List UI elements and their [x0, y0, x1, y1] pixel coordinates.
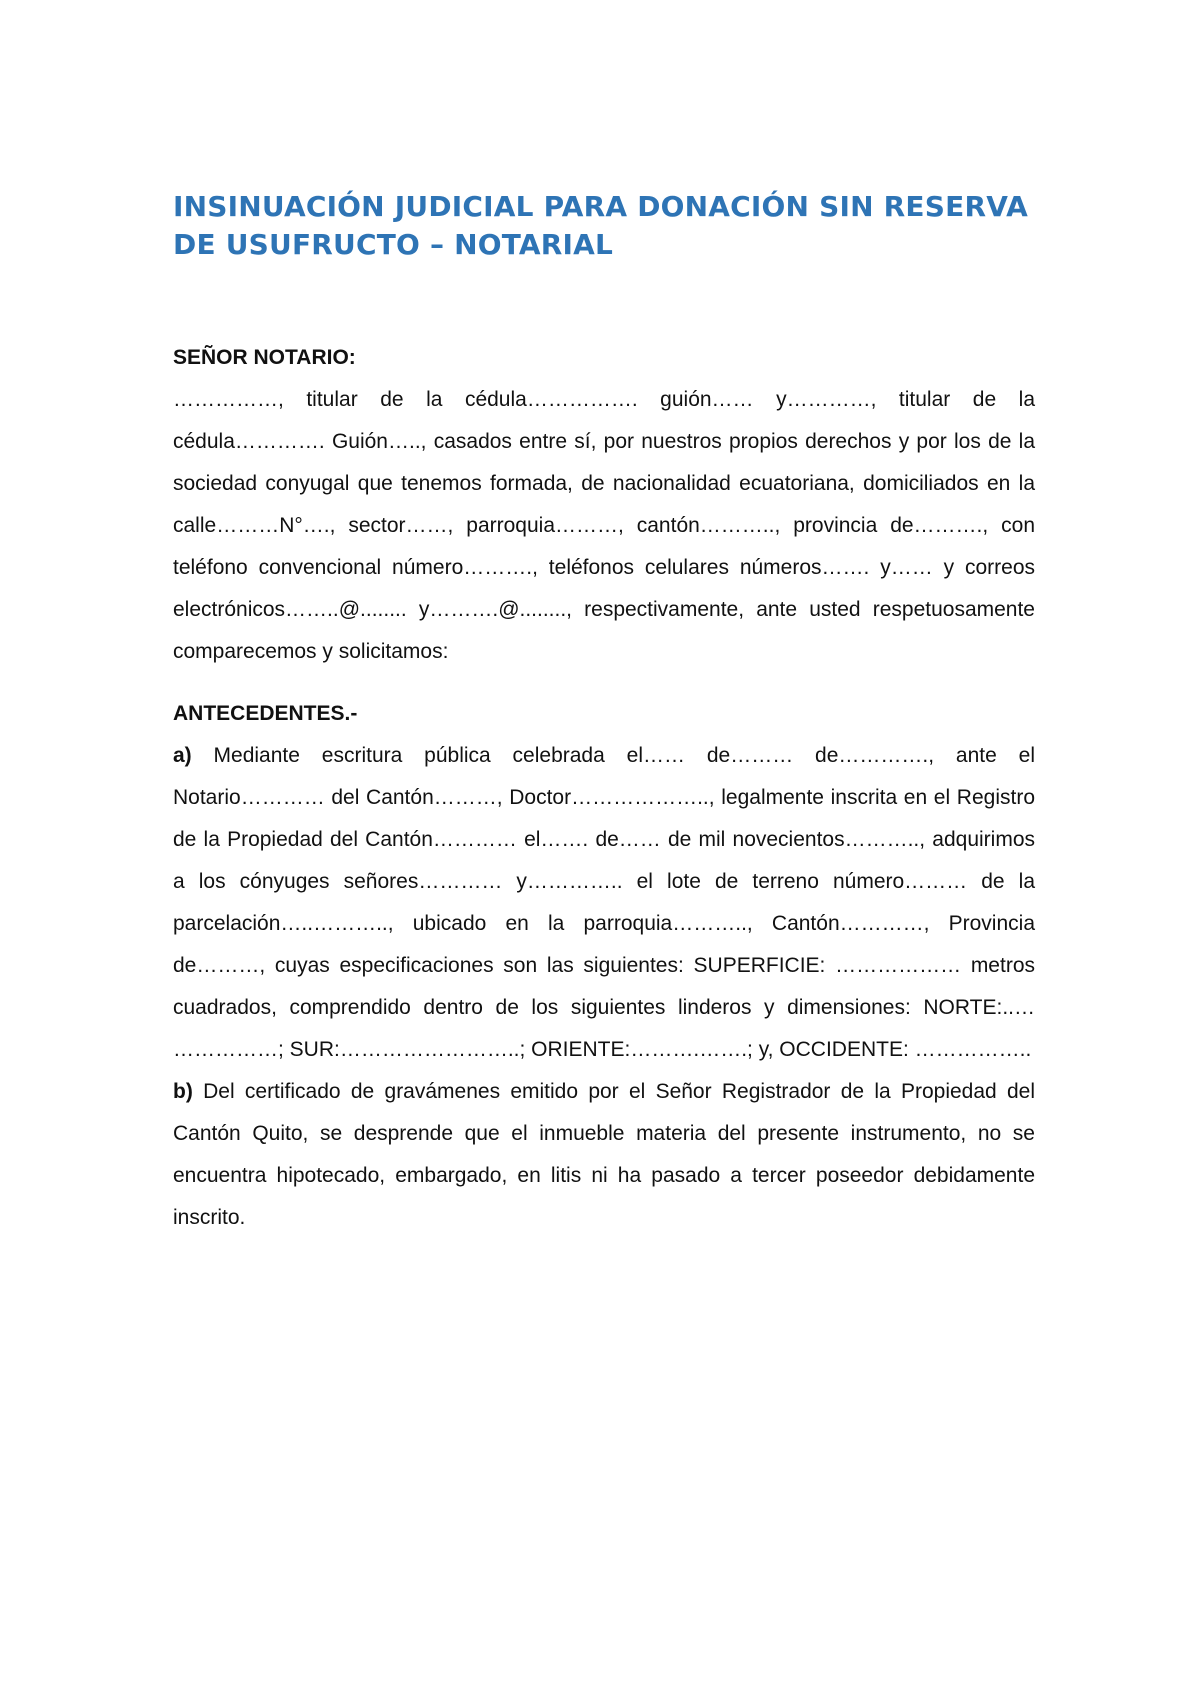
paragraph-a [173, 735, 1035, 1071]
paragraph-b-label: b) [173, 1080, 193, 1103]
greeting-heading: SEÑOR NOTARIO: [173, 346, 356, 369]
intro-paragraph: ……………, titular de la cédula……………. guión…… y…………, titular de la cédula…………. Guión….., casados entre sí, por nuestros propios derechos y por los de la sociedad conyugal que tenemos formada, de nacionalidad ecuatoriana, domiciliados en la calle………N°…., sector……, parroquia………, cantón……….., provincia de………., con teléfono convencional número………., teléfonos celulares números……. y…… y correos electrónicos……..@........ y……….@........, respectivamente, ante usted respetuosamente comparecemos y solicitamos: [173, 388, 1035, 663]
paragraph-a-label: a) [173, 744, 192, 767]
document-body [173, 188, 1035, 1239]
document-title: INSINUACIÓN JUDICIAL PARA DONACIÓN SIN RESERVA DE USUFRUCTO – NOTARIAL [173, 190, 1029, 261]
paragraph-a-text: Mediante escritura pública celebrada el…… de……… de…………., ante el Notario………… del Cantón………, Doctor……………….., legalmente inscrita en el Registro de la Propiedad del Cantón………… el……. de…… de mil novecientos……….., adquirimos a los cónyuges señores………… y………….. el lote de terreno número……… de la parcelación…..……….., ubicado en la parroquia……….., Cantón…………, Provincia de………, cuyas especificaciones son las siguientes: SUPERFICIE: ……………… metros cuadrados, comprendido dentro de los siguientes linderos y dimensiones: NORTE:..… ……………; SUR:……………………..; ORIENTE:……….…….; y, OCCIDENTE: …………….. [173, 744, 1035, 1061]
paragraph-b [173, 1071, 1035, 1239]
antecedentes-heading: ANTECEDENTES.- [173, 702, 358, 725]
paragraph-b-text: Del certificado de gravámenes emitido por el Señor Registrador de la Propiedad del Cantón Quito, se desprende que el inmueble materia del presente instrumento, no se encuentra hipotecado, embargado, en litis ni ha pasado a tercer poseedor debidamente inscrito. [173, 1080, 1035, 1229]
